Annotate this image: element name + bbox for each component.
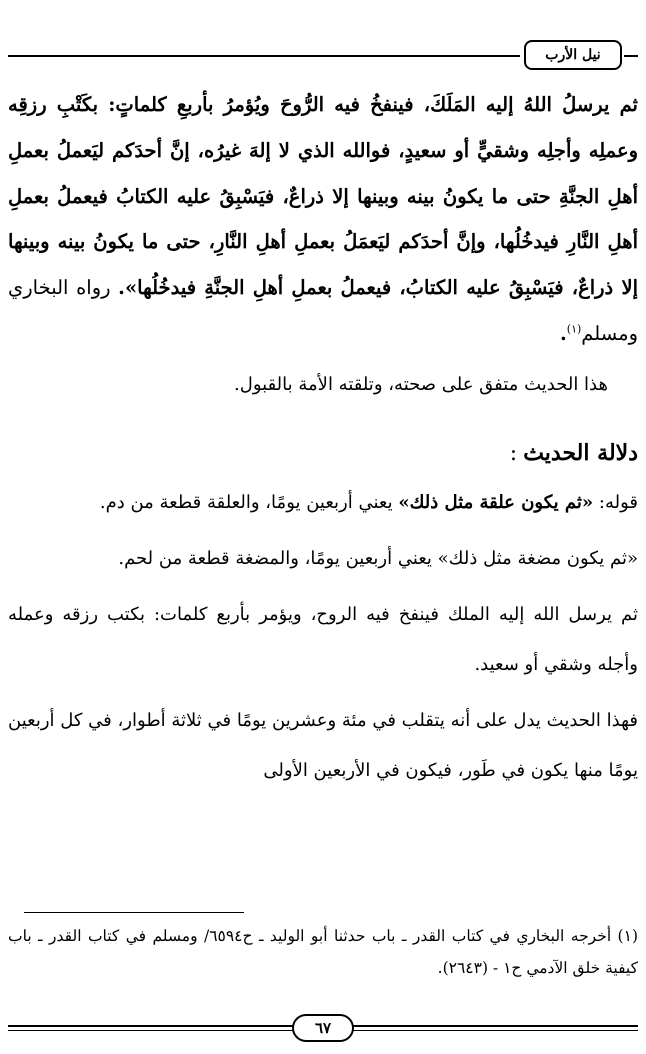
hadith-text: ثم يرسلُ اللهُ إليه المَلَكَ، فينفخُ فيه الرُّوحَ ويُؤمرُ بأربعِ كلماتٍ: بكَتْبِ رزقِه وعملِه وأجلِه وشقيٍّ أو سعيدٍ، فوالله الذي لا إلهَ غيرُه، إنَّ أحدَكم ليَعملُ بعملِ أهلِ الجنَّةِ حتى ما يكونُ بينه وبينها إلا ذراعٌ، فيَسْبِقُ عليه الكتابُ فيعملُ بعملِ أهلِ النَّارِ فيدخُلُها، وإنَّ أحدَكم ليَعمَلُ بعملِ أهلِ النَّارِ، حتى ما يكونُ بينه وبينها إلا ذراعٌ، فيَسْبِقُ عليه الكتابُ، فيعملُ بعملِ أهلِ الجنَّةِ فيدخُلُها». رواه البخاري ومسلم$^{(١)}$. [8,93,638,345]
page-footer [8,1014,638,1042]
authenticity-note: هذا الحديث متفق على صحته، وتلقته الأمة بالقبول. [234,373,608,395]
hadith-attribution: رواه البخاري ومسلم [8,276,638,345]
paragraph-text: يعني أربعين يومًا، والعلقة قطعة من دم. [99,491,399,513]
quoted-phrase: «ثم يكون علقة مثل ذلك» [398,491,594,513]
header-rule [8,55,520,57]
paragraph-text: فهذا الحديث يدل على أنه يتقلب في مئة وعشرين يومًا في ثلاثة أطوار، في كل أربعين يومًا منها يكون في طَور، فيكون في الأربعين الأولى [8,709,638,781]
paragraph-prefix: قوله: [593,491,638,513]
paragraph-text: «ثم يكون مضغة مثل ذلك» يعني أربعين يومًا، والمضغة قطعة من لحم. [118,547,638,569]
section-title: دلالة الحديث [523,439,638,466]
paragraph-text: ثم يرسل الله إليه الملك فينفخ فيه الروح، ويؤمر بأربع كلمات: بكتب رزقه وعمله وأجله وشقي أو سعيد. [8,603,638,675]
commentary-paragraph-2 [8,534,638,584]
footnote-reference[interactable]: (١) [566,322,582,336]
page-body [8,82,638,796]
header-dash [624,55,638,57]
commentary-paragraph-4 [8,696,638,796]
page-header [8,38,638,74]
page-number: ٦٧ [292,1014,354,1042]
section-heading [8,433,638,474]
section-colon: : [509,440,518,466]
commentary-paragraph-3 [8,590,638,690]
footnote-separator [24,912,244,913]
hadith-body: ثم يرسلُ اللهُ إليه المَلَكَ، فينفخُ فيه الرُّوحَ ويُؤمرُ بأربعِ كلماتٍ: بكَتْبِ رزقِه وعملِه وأجلِه وشقيٍّ أو سعيدٍ، فوالله الذي لا إلهَ غيرُه، إنَّ أحدَكم ليَعملُ بعملِ أهلِ الجنَّةِ حتى ما يكونُ بينه وبينها إلا ذراعٌ، فيَسْبِقُ عليه الكتابُ فيعملُ بعملِ أهلِ النَّارِ فيدخُلُها، وإنَّ أحدَكم ليَعمَلُ بعملِ أهلِ النَّارِ، حتى ما يكونُ بينه وبينها إلا ذراعٌ، فيَسْبِقُ عليه الكتابُ، فيعملُ بعملِ أهلِ الجنَّةِ فيدخُلُها». [8,93,638,300]
book-title: نيل الأرب [524,40,622,70]
commentary-paragraph-1 [8,478,638,528]
footnote-text: (١) أخرجه البخاري في كتاب القدر ـ باب حدثنا أبو الوليد ـ ح٦٥٩٤/ ومسلم في كتاب القدر ـ باب كيفية خلق الآدمي ح١ - (٢٦٤٣). [8,927,638,977]
